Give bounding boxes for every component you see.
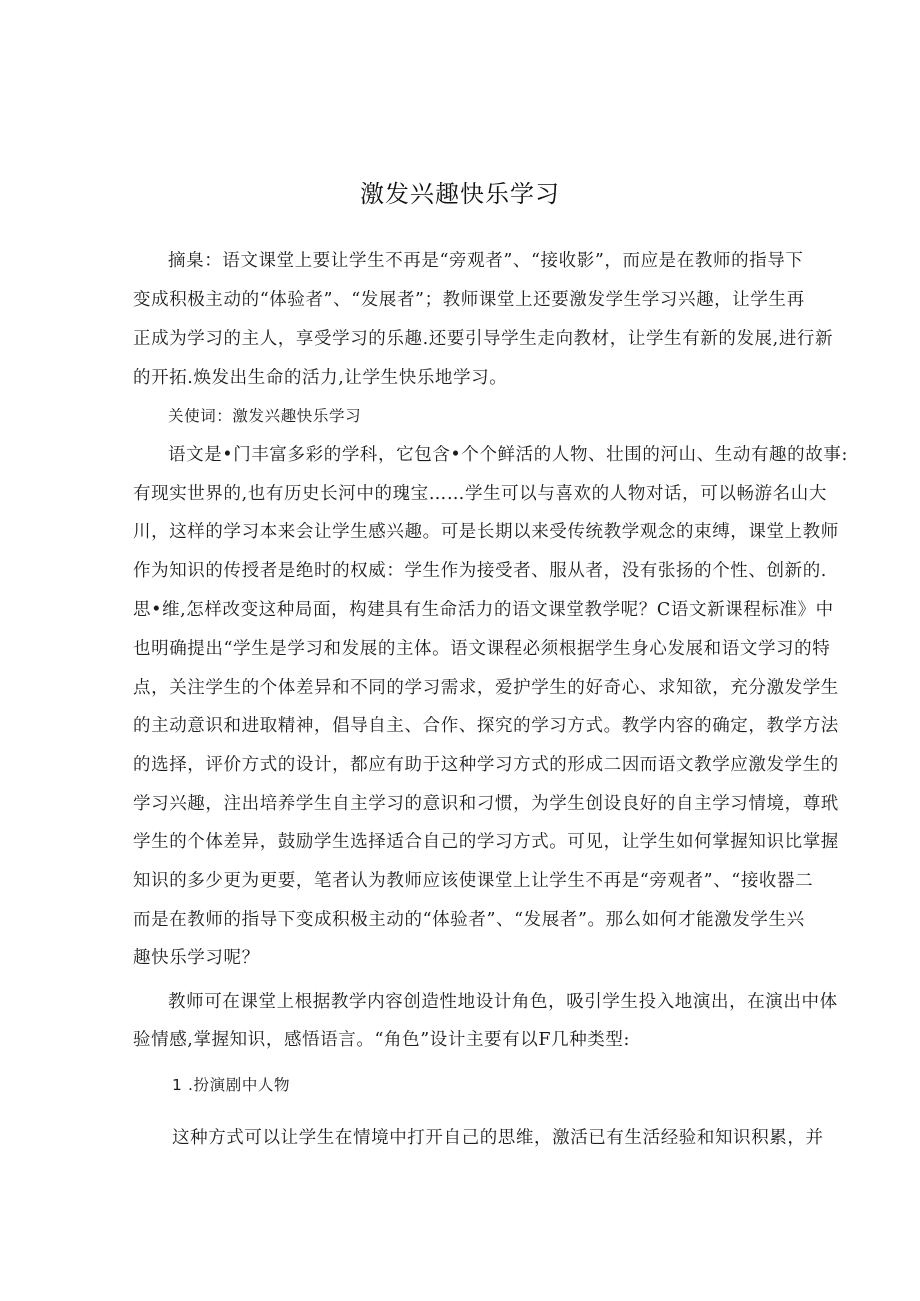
document-title: 激发兴趣快乐学习 xyxy=(360,180,560,208)
abstract-line: 变成积极主动的“体验者”、“发展者”；教师课堂上还要激发学生学习兴趣，让学生再 xyxy=(133,290,805,310)
body-line: 而是在教师的指导下变成积极主动的“体验者”、“发展者”。那么如何才能激发学生兴 xyxy=(133,910,805,930)
body-line: 作为知识的传授者是绝时的权威：学生作为接受者、服从者，没有张扬的个性、创新的. xyxy=(133,561,827,581)
body-line: 知识的多少更为更要，笔者认为教师应该使课堂上让学生不再是“旁观者”、“接收器二 xyxy=(133,871,814,891)
section-heading: 1 .扮演剧中人物 xyxy=(172,1076,291,1094)
abstract-line: 正成为学习的主人，享受学习的乐趣.还要引导学生走向教材，让学生有新的发展,进行新 xyxy=(133,329,834,349)
body-line: 语文是•门丰富多彩的学科，它包含•个个鲜活的人物、壮围的河山、生动有趣的故事: xyxy=(168,445,848,465)
body-line: 这种方式可以让学生在情境中打开自己的思维，激活已有生活经验和知识积累，并 xyxy=(172,1128,824,1148)
body-line: 思•维,怎样改变这种局面，构建具有生命活力的语文课堂教学呢？C语文新课程标准》中 xyxy=(133,600,834,620)
body-line: 的主动意识和进取精神，倡导自主、合作、探究的学习方式。教学内容的确定，教学方法 xyxy=(133,716,839,736)
abstract-line: 摘臬：语文课堂上要让学生不再是“旁观者”、“接收影”，而应是在教师的指导下 xyxy=(168,251,804,271)
body-line: 川，这样的学习本来会让学生感兴趣。可是长期以来受传统教学观念的束缚，课堂上教师 xyxy=(133,522,839,542)
body-line: 学习兴趣，注出培养学生自主学习的意识和刁惯，为学生创设良好的自主学习情境，尊玳 xyxy=(133,794,839,814)
body-line: 验情感,掌握知识，感悟语言。“角色”设计主要有以F几种类型: xyxy=(133,1030,630,1050)
body-line: 的选择，评价方式的设计，都应有助于这种学习方式的形成二因而语文教学应激发学生的 xyxy=(133,755,839,775)
body-line: 也明确提出“学生是学习和发展的主体。语文课程必须根据学生身心发展和语文学习的特 xyxy=(133,639,831,659)
body-line: 学生的个体差异，鼓励学生选择适合自己的学习方式。可见，让学生如何掌握知识比掌握 xyxy=(133,832,839,852)
keywords: 关使词：激发兴趣快乐学习 xyxy=(168,407,362,425)
body-line: 点，关注学生的个体差异和不同的学习需求，爱护学生的好奇心、求知欲，充分激发学生 xyxy=(133,678,839,698)
abstract-line: 的开拓.焕发出生命的活力,让学生快乐地学习。 xyxy=(133,368,508,388)
body-line: 有现实世界的,也有历史长河中的瑰宝……学生可以与喜欢的人物对话，可以畅游名山大 xyxy=(133,484,827,504)
body-line: 教师可在课堂上根据教学内容创造性地设计角色，吸引学生投入地演出，在演出中体 xyxy=(168,992,838,1012)
body-line: 趣快乐学习呢？ xyxy=(133,948,260,968)
